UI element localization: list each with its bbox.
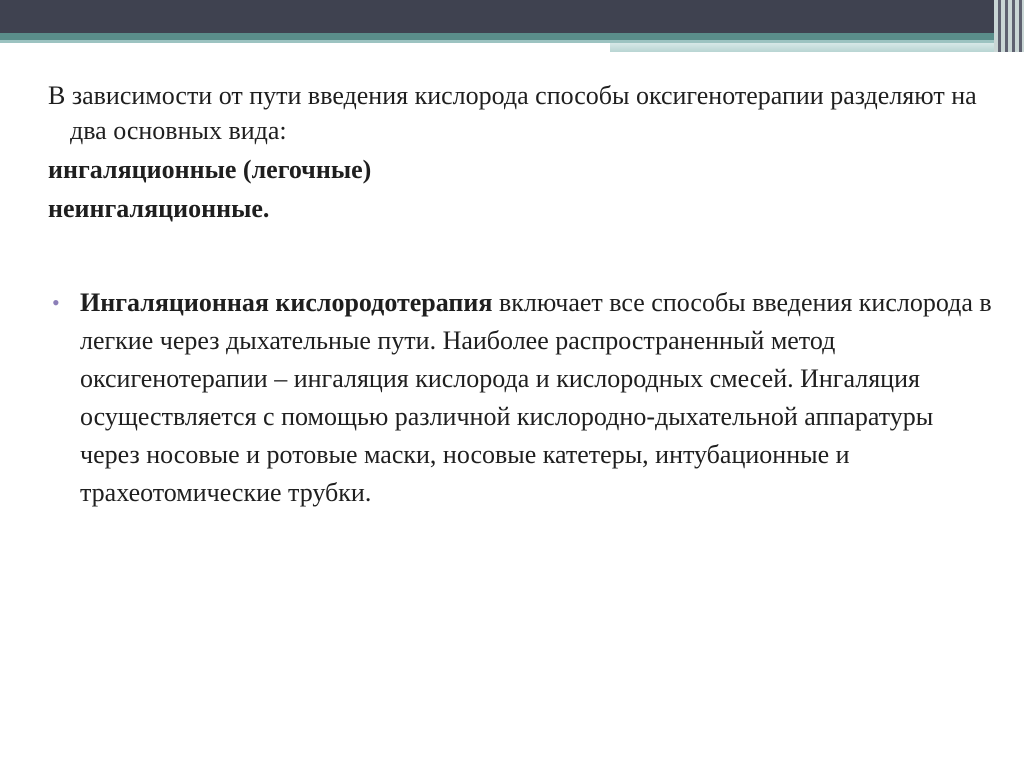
header-band: [0, 0, 1024, 33]
corner-stripe: [1019, 0, 1022, 52]
bullet-icon: •: [52, 290, 60, 315]
slide-body: [48, 78, 998, 512]
type-non-inhalation: неингаляционные.: [48, 194, 270, 223]
intro-paragraph: В зависимости от пути введения кислорода способы оксигенотерапии разделяют на два основных вида:: [48, 81, 977, 145]
corner-stripe: [998, 0, 1001, 52]
header-accent-line: [0, 33, 1000, 40]
header-accent-gradient: [610, 43, 1000, 52]
bullet-description: включает все способы введения кислорода в легкие через дыхательные пути. Наиболее распространенный метод оксигенотерапии – ингаляция кислорода и кислородных смесей. Ингаляция осуществляется с помощью различной кислородно-дыхательной аппаратуры через носовые и ротовые маски, носовые катетеры, интубационные и трахеотомические трубки.: [80, 288, 992, 507]
bullet-term: Ингаляционная кислородотерапия: [80, 288, 493, 317]
bullet-paragraph: [48, 284, 998, 512]
corner-stripe: [1005, 0, 1008, 52]
corner-stripe: [1012, 0, 1015, 52]
header-corner-decoration: [994, 0, 1024, 52]
type-inhalation: ингаляционные (легочные): [48, 155, 372, 184]
